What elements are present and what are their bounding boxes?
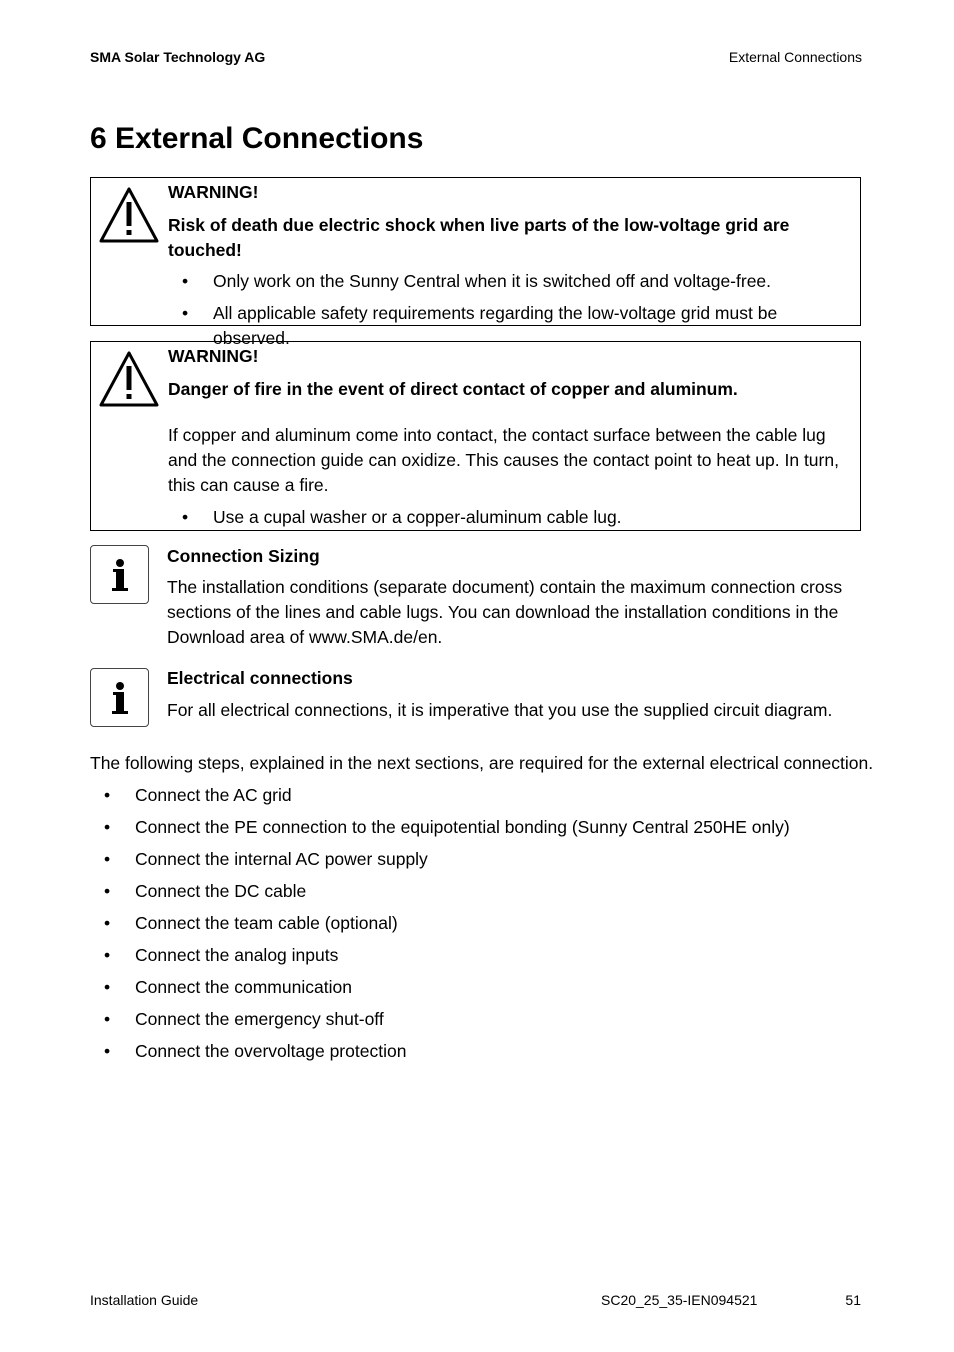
warning-box-fire — [90, 341, 861, 531]
warning-box-electric-shock — [90, 177, 861, 348]
info-heading: Connection Sizing — [167, 546, 320, 566]
list-item: • Use a cupal washer or a copper-aluminum cable lug. — [182, 507, 622, 527]
list-item: • Connect the AC grid — [104, 785, 292, 805]
list-item: • Connect the overvoltage protection — [104, 1041, 407, 1061]
steps-list — [90, 783, 850, 1071]
info-body: The installation conditions (separate document) contain the maximum connection cross sections of the lines and cable lugs. You can download the installation conditions in the Download area of www.SMA.de/en. — [167, 577, 843, 647]
list-item: • Connect the DC cable — [104, 881, 307, 901]
list-item: • Connect the PE connection to the equipotential bonding (Sunny Central 250HE only) — [104, 817, 790, 837]
warning-body: If copper and aluminum come into contact, the contact surface between the cable lug and the connection guide can oxidize. This causes the contact point to heat up. In turn, this can cause a fire. — [168, 425, 839, 495]
header-section: External Connections — [728, 49, 862, 65]
info-icon — [90, 668, 149, 727]
warning-label: WARNING! — [168, 182, 259, 202]
warning-label: WARNING! — [168, 346, 259, 366]
warning-heading: Risk of death due electric shock when live parts of the low-voltage grid are touched! — [168, 215, 790, 260]
info-connection-sizing — [167, 544, 857, 650]
list-item: • Connect the communication — [104, 977, 352, 997]
intro-paragraph: The following steps, explained in the next sections, are required for the external electrical connection. — [90, 753, 874, 773]
list-item: • Connect the emergency shut-off — [104, 1009, 384, 1029]
warning-triangle-icon — [98, 186, 160, 244]
footer-doc-code: SC20_25_35-IEN094521 — [601, 1292, 758, 1308]
warning-heading: Danger of fire in the event of direct contact of copper and aluminum. — [168, 379, 738, 399]
footer-doc-title: Installation Guide — [90, 1292, 199, 1308]
warning-triangle-icon — [98, 350, 160, 408]
list-item: • Connect the analog inputs — [104, 945, 339, 965]
list-item: • Connect the internal AC power supply — [104, 849, 428, 869]
info-electrical-connections — [167, 666, 857, 723]
list-item: • Only work on the Sunny Central when it is switched off and voltage-free. — [182, 271, 772, 291]
page-title: 6 External Connections — [90, 122, 424, 155]
list-item: • Connect the team cable (optional) — [104, 913, 398, 933]
info-heading: Electrical connections — [167, 668, 353, 688]
info-icon — [90, 545, 149, 604]
list-item: • All applicable safety requirements regarding the low-voltage grid must be observed. — [182, 303, 778, 348]
info-body: For all electrical connections, it is imperative that you use the supplied circuit diagram. — [167, 700, 833, 720]
header-company: SMA Solar Technology AG — [90, 49, 266, 65]
page-number: 51 — [845, 1292, 861, 1308]
